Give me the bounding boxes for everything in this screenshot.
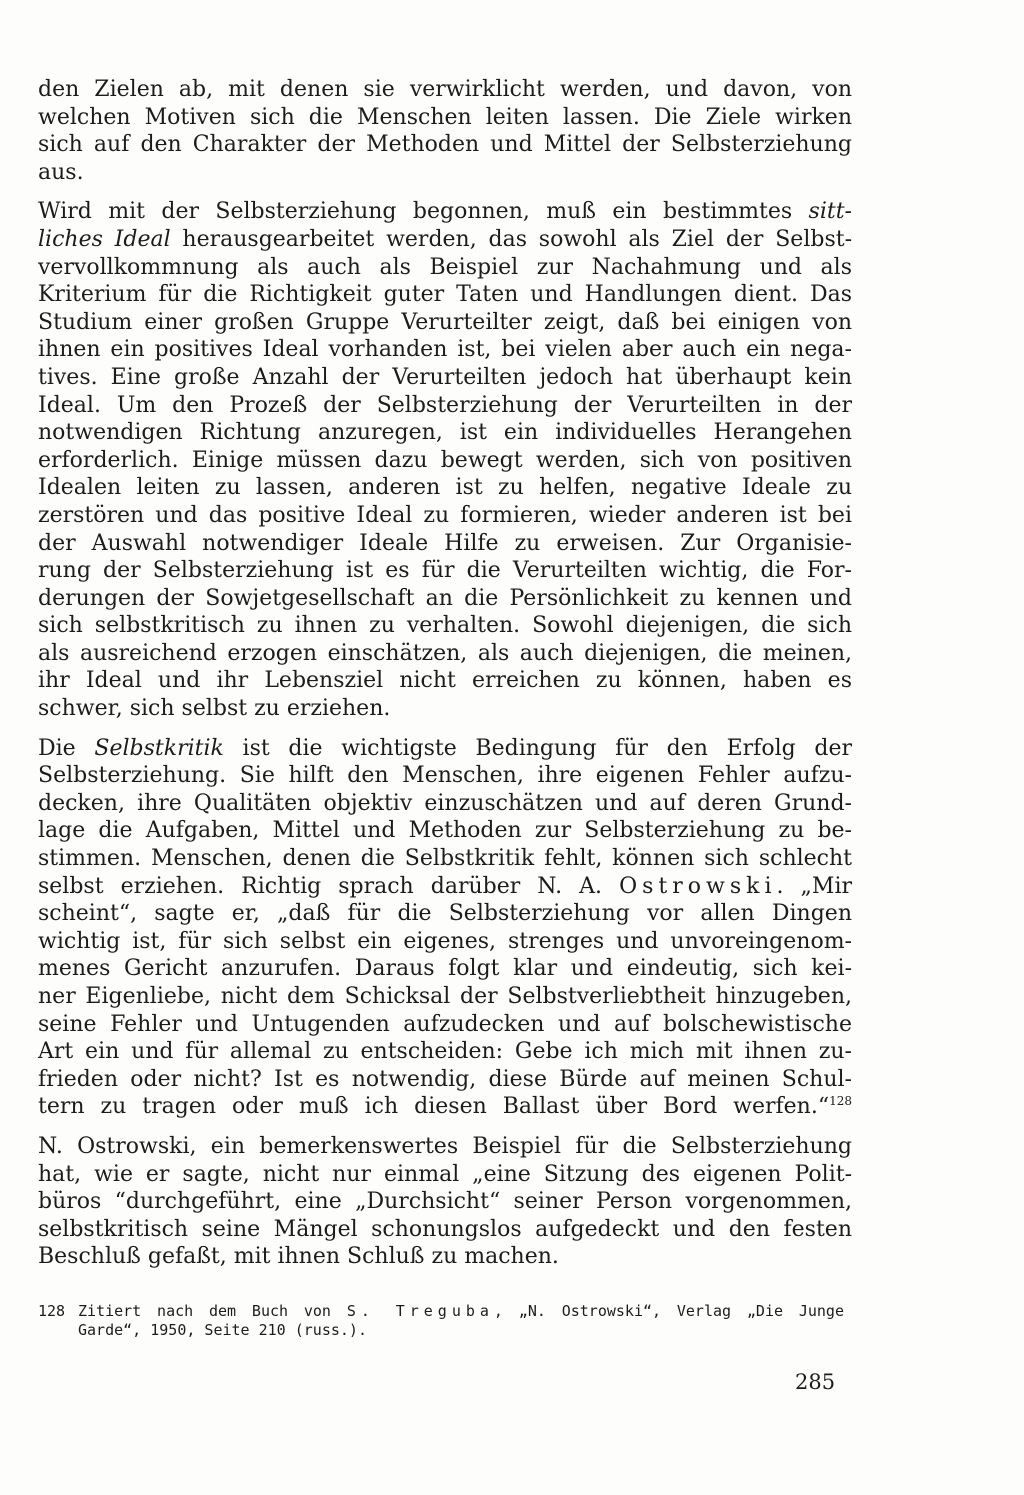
text-line: aus. (38, 159, 84, 185)
text-line: Beschluß gefaßt, mit ihnen Schluß zu machen. (38, 1244, 559, 1270)
text-segment: ist die wichtigste Bedingung für den Erfolg der (223, 735, 853, 761)
text-line: hat, wie er sagte, nicht nur einmal „eine Sitzung des eigenen Polit- (38, 1161, 852, 1187)
footnote (38, 1302, 844, 1340)
italic-term: liches Ideal (38, 226, 171, 252)
text-line: erforderlich. Einige müssen dazu bewegt werden, sich von positiven (38, 447, 852, 473)
text-line (38, 873, 852, 901)
text-line: seine Fehler und Untugenden aufzudecken und auf bolschewistische (38, 1011, 852, 1037)
paragraph-3 (38, 735, 852, 1121)
text-line: derungen der Sowjetgesellschaft an die Persönlichkeit zu kennen und (38, 585, 852, 611)
text-line: notwendigen Richtung anzuregen, ist ein individuelles Herangehen (38, 420, 852, 446)
text-line: der Auswahl notwendiger Ideale Hilfe zu erweisen. Zur Organisie- (38, 530, 852, 556)
paragraph-4 (38, 1133, 852, 1271)
text-line (38, 198, 852, 226)
text-line (38, 226, 852, 254)
footnote-number: 128 (38, 1302, 66, 1320)
spaced-name: Ostrowski (619, 873, 777, 899)
footnote-line (38, 1302, 844, 1321)
text-line: decken, ihre Qualitäten objektiv einzuschätzen und auf deren Grund- (38, 790, 852, 816)
text-line: ihr Ideal und ihr Lebensziel nicht erreichen zu können, haben es (38, 668, 852, 694)
text-line: tives. Eine große Anzahl der Verurteilten jedoch hat überhaupt kein (38, 364, 852, 390)
text-line: ner Eigenliebe, nicht dem Schicksal der Selbstverliebtheit hinzugeben, (38, 984, 852, 1009)
paragraph-2 (38, 198, 852, 722)
text-line: wichtig ist, für sich selbst ein eigenes, strenges und unvoreingenom- (38, 928, 852, 954)
footnote-reference[interactable]: 128 (829, 1094, 852, 1109)
text-line: Studium einer großen Gruppe Verurteilter zeigt, daß bei einigen von (38, 309, 852, 335)
paragraph-1 (38, 76, 852, 186)
text-line: Kriterium für die Richtigkeit guter Taten und Handlungen dient. Das (38, 282, 852, 308)
footnote-line: Garde“, 1950, Seite 210 (russ.). (78, 1321, 367, 1339)
italic-term: Selbstkritik (94, 735, 224, 761)
text-segment: selbst erziehen. Richtig sprach darüber N. A. (38, 873, 620, 899)
text-line: Idealen leiten zu lassen, anderen ist zu helfen, negative Ideale zu (38, 475, 852, 501)
text-segment: . „Mir (776, 873, 852, 899)
text-line: welchen Motiven sich die Menschen leiten lassen. Die Ziele wirken (38, 104, 852, 130)
text-line: menes Gericht anzurufen. Daraus folgt klar und eindeutig, sich kei- (38, 956, 852, 982)
page-number: 285 (795, 1370, 836, 1394)
text-line: sich auf den Charakter der Methoden und Mittel der Selbsterziehung (38, 132, 852, 158)
text-line: lage die Aufgaben, Mittel und Methoden zur Selbsterziehung zu be- (38, 818, 852, 844)
text-line: büros “durchgeführt, eine „Durchsicht“ seiner Person vorgenommen, (38, 1189, 852, 1215)
text-segment: tern zu tragen oder muß ich diesen Ballast über Bord werfen.“ (38, 1094, 830, 1120)
text-line: schwer, sich selbst zu erziehen. (38, 696, 391, 722)
text-line: stimmen. Menschen, denen die Selbstkritik fehlt, können sich schlecht (38, 846, 852, 872)
text-line: zerstören und das positive Ideal zu formieren, wieder anderen ist bei (38, 502, 852, 528)
text-line: als ausreichend erzogen einschätzen, als auch diejenigen, die meinen, (38, 640, 852, 666)
text-line: scheint“, sagte er, „daß für die Selbsterziehung vor allen Dingen (38, 901, 852, 927)
text-line: rung der Selbsterziehung ist es für die Verurteilten wichtig, die For- (38, 558, 852, 584)
text-line: sich selbstkritisch zu ihnen zu verhalten. Sowohl diejenigen, die sich (38, 613, 852, 639)
text-line: frieden oder nicht? Ist es notwendig, diese Bürde auf meinen Schul- (38, 1066, 852, 1092)
text-line (38, 1093, 852, 1121)
text-line: Ideal. Um den Prozeß der Selbsterziehung der Verurteilten in der (38, 392, 852, 418)
text-segment: , „N. Ostrowski“, Verlag „Die Junge (493, 1302, 844, 1320)
text-line: Art ein und für allemal zu entscheiden: Gebe ich mich mit ihnen zu- (38, 1039, 852, 1065)
text-line: den Zielen ab, mit denen sie verwirklicht werden, und davon, von (38, 77, 852, 102)
text-line (38, 735, 852, 763)
text-segment: Die (38, 735, 95, 761)
italic-term: sitt- (808, 199, 852, 225)
spaced-name: S. Treguba (346, 1302, 494, 1320)
text-line: Selbsterziehung. Sie hilft den Menschen, ihre eigenen Fehler aufzu- (38, 763, 852, 789)
text-line: selbstkritisch seine Mängel schonungslos aufgedeckt und den festen (38, 1216, 852, 1242)
body-text (38, 76, 852, 1271)
text-segment: herausgearbeitet werden, das sowohl als Ziel der Selbst- (170, 226, 853, 252)
text-line: ihnen ein positives Ideal vorhanden ist, bei vielen aber auch ein nega- (38, 337, 852, 363)
text-segment: Zitiert nach dem Buch von (78, 1302, 347, 1320)
text-line: vervollkommnung als auch als Beispiel zur Nachahmung und als (38, 254, 852, 280)
text-segment: Wird mit der Selbsterziehung begonnen, muß ein bestimmtes (38, 199, 809, 225)
text-line: N. Ostrowski, ein bemerkenswertes Beispiel für die Selbsterziehung (38, 1133, 852, 1159)
